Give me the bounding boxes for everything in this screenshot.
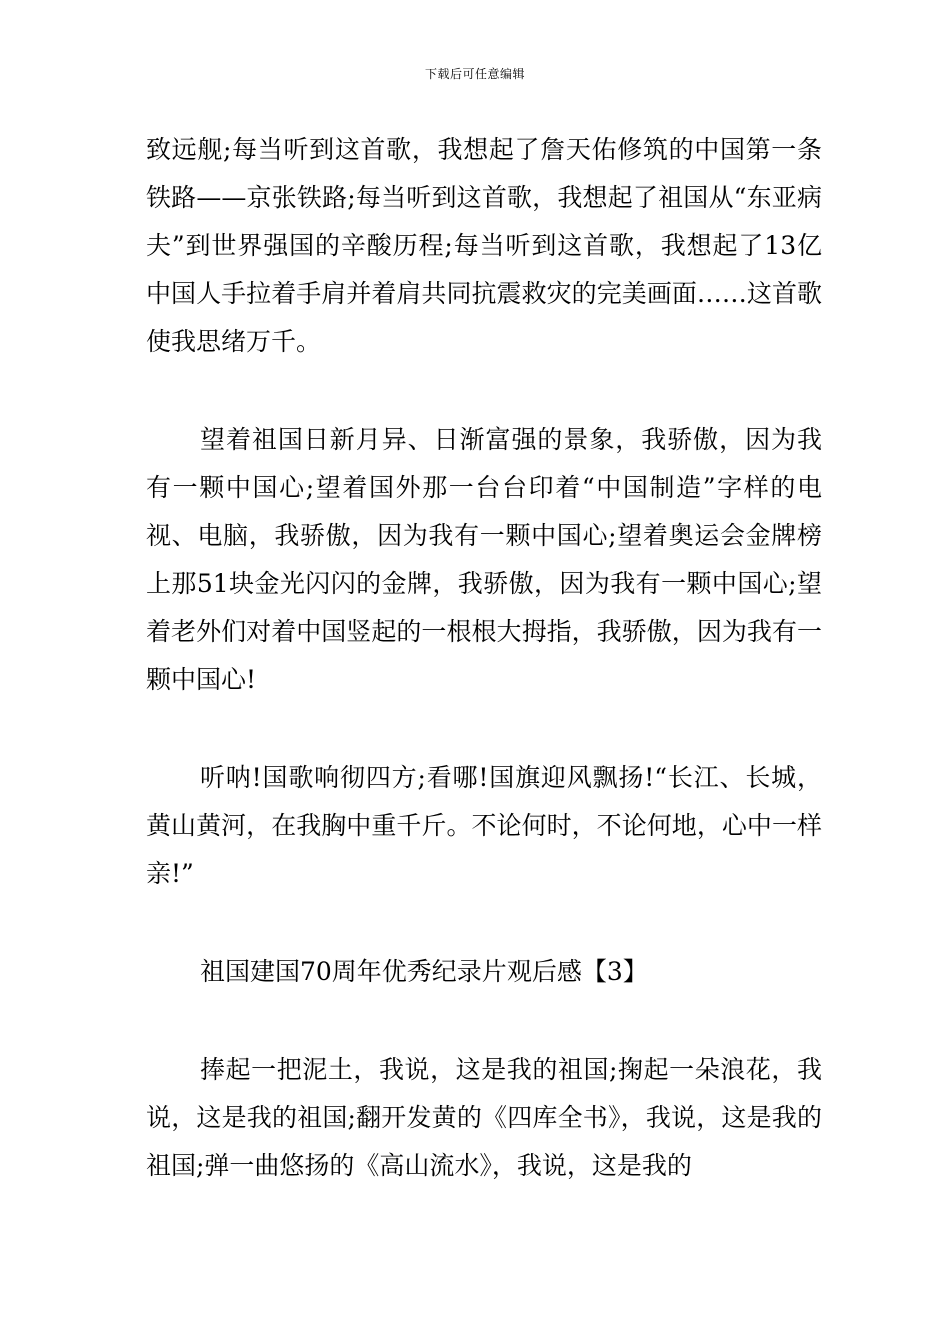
paragraph-4: 捧起一把泥土，我说，这是我的祖国;掬起一朵浪花，我说，这是我的祖国;翻开发黄的《四库全书》，我说，这是我的祖国;弹一曲悠扬的《高山流水》，我说，这是我的 [146, 1055, 822, 1180]
page-header: 下载后可任意编辑 [424, 67, 525, 81]
paragraph-gap [146, 996, 822, 1046]
document-body [146, 126, 822, 1190]
paragraph-gap [146, 704, 822, 754]
section-heading: 祖国建国70周年优秀纪录片观后感【3】 [200, 957, 648, 986]
paragraph-gap [146, 898, 822, 948]
paragraph-2: 望着祖国日新月异、日渐富强的景象，我骄傲，因为我有一颗中国心;望着国外那一台台印着“中国制造”字样的电视、电脑，我骄傲，因为我有一颗中国心;望着奥运会金牌榜上那51块金光闪闪的金牌，我骄傲，因为我有一颗中国心;望着老外们对着中国竖起的一根根大拇指，我骄傲，因为我有一颗中国心! [146, 425, 822, 694]
paragraph-1: 致远舰;每当听到这首歌，我想起了詹天佑修筑的中国第一条铁路——京张铁路;每当听到这首歌，我想起了祖国从“东亚病夫”到世界强国的辛酸历程;每当听到这首歌，我想起了13亿中国人手拉着手肩并着肩共同抗震救灾的完美画面……这首歌使我思绪万千。 [146, 135, 822, 356]
paragraph-gap [146, 366, 822, 416]
paragraph-3: 听呐!国歌响彻四方;看哪!国旗迎风飘扬!“长江、长城，黄山黄河，在我胸中重千斤。不论何时，不论何地，心中一样亲!” [146, 763, 822, 888]
